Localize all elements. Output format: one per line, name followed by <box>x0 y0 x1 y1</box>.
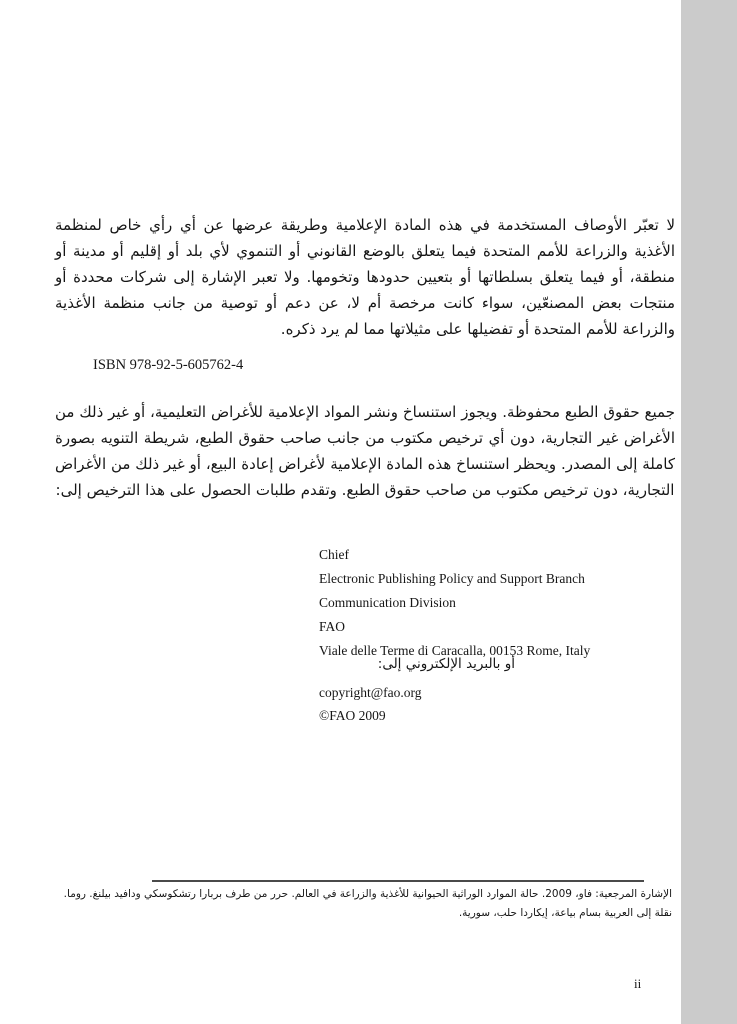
contact-address-block <box>319 543 590 663</box>
footnote-citation-line1: الإشارة المرجعية: فاو، 2009. حالة الموارد الوراثية الحيوانية للأغذية والزراعة في العالم. حرر من طرف بربارا رتشكوسكي ودافيد بيلنغ. روما. <box>63 888 672 900</box>
email-address: copyright@fao.org <box>319 685 422 700</box>
copyright-terms-paragraph: جميع حقوق الطبع محفوظة. ويجوز استنساخ ونشر المواد الإعلامية للأغراض التعليمية، أو غير ذلك من الأغراض غير التجارية، دون أي ترخيص مكتوب من جانب صاحب حقوق الطبع، شريطة التنويه بصورة كاملة إلى المصدر. ويحظر استنساخ هذه المادة الإعلامية لأغراض إعادة البيع، أو غير ذلك من الأغراض التجارية، دون ترخيص مكتوب من صاحب حقوق الطبع. وتقدم طلبات الحصول على هذا الترخيص إلى: <box>55 403 675 499</box>
address-line-title: Chief <box>319 547 349 562</box>
address-line-branch: Electronic Publishing Policy and Support Branch <box>319 571 585 586</box>
email-intro-arabic: أو بالبريد الإلكتروني إلى: <box>377 656 515 672</box>
address-line-division: Communication Division <box>319 595 456 610</box>
address-line-organization: FAO <box>319 619 346 634</box>
copyright-year: ©FAO 2009 <box>319 708 386 723</box>
isbn-text: ISBN 978-92-5-605762-4 <box>93 357 244 373</box>
disclaimer-paragraph: لا تعبّر الأوصاف المستخدمة في هذه المادة الإعلامية وطريقة عرضها عن أي رأي خاص لمنظمة الأغذية والزراعة للأمم المتحدة فيما يتعلق بالوضع القانوني أو التنموي لأي بلد أو إقليم أو مدينة أو منطقة، أو فيما يتعلق بسلطاتها أو بتعيين حدودها وتخومها. ولا تعبر الإشارة إلى شركات محددة أو منتجات بعض المصنعّين، سواء كانت مرخصة أم لا، عن دعم أو توصية من جانب منظمة الأغذية والزراعة للأمم المتحدة أو تفضيلها على مثيلاتها مما لم يرد ذكره. <box>55 216 675 338</box>
address-line-street: Viale delle Terme di Caracalla, 00153 Rome, Italy <box>319 643 591 658</box>
page-number: ii <box>634 976 642 991</box>
contact-email-block <box>319 681 422 727</box>
footnote-divider <box>152 880 644 882</box>
page-edge-strip <box>681 0 737 1024</box>
footnote-citation-line2: نقلة إلى العربية بسام بياعة، إيكاردا حلب، سورية. <box>458 907 672 919</box>
